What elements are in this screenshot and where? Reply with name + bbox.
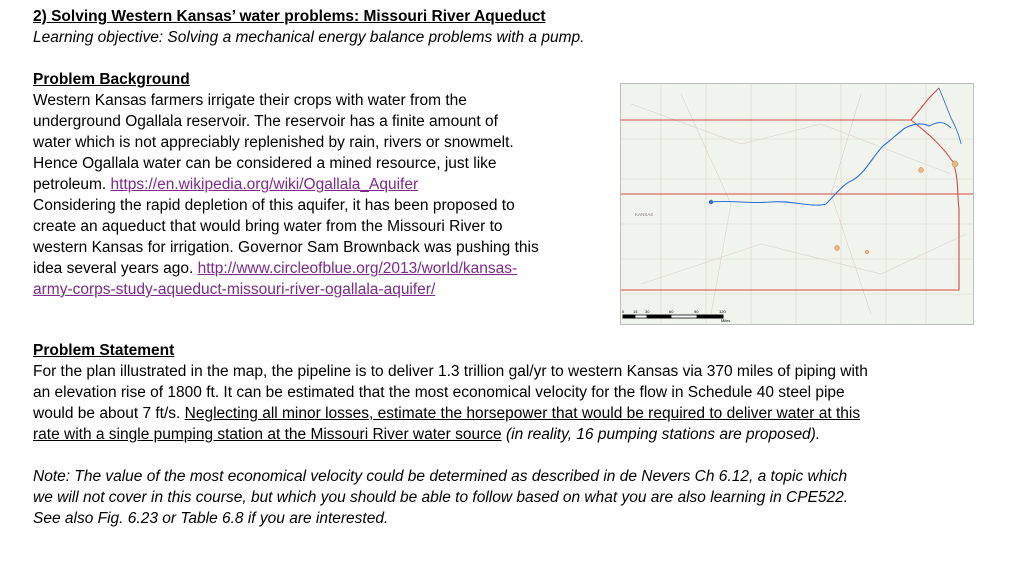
background-line: western Kansas for irrigation. Governor Sam Brownback was pushing this (33, 239, 539, 256)
wikipedia-link[interactable]: https://en.wikipedia.org/wiki/Ogallala_Aquifer (110, 176, 419, 193)
background-line: create an aqueduct that would bring water from the Missouri River to (33, 218, 503, 235)
scale-tick: 30 (645, 309, 650, 314)
background-line (33, 279, 435, 300)
background-line: Western Kansas farmers irrigate their crops with water from the (33, 92, 467, 109)
circleofblue-link-continued[interactable]: army-corps-study-aqueduct-missouri-river-ogallala-aquifer/ (33, 281, 436, 298)
background-line: underground Ogallala reservoir. The reservoir has a finite amount of (33, 113, 498, 130)
background-line: Hence Ogallala water can be considered a mined resource, just like (33, 155, 497, 172)
scale-tick: 120 (719, 309, 726, 314)
background-heading: Problem Background (33, 71, 190, 88)
statement-line: an elevation rise of 1800 ft. It can be estimated that the most economical velocity for the flow in Schedule 40 steel pipe (33, 384, 845, 401)
statement-line (33, 403, 860, 424)
statement-line: For the plan illustrated in the map, the pipeline is to deliver 1.3 trillion gal/yr to western Kansas via 370 miles of piping with (33, 363, 868, 380)
background-line (33, 258, 517, 279)
statement-task-text: rate with a single pumping station at the Missouri River water source (33, 426, 502, 443)
statement-text: would be about 7 ft/s. (33, 405, 185, 422)
kansas-aqueduct-map (620, 83, 974, 325)
state-label: KANSAS (635, 212, 654, 217)
background-line (33, 174, 418, 195)
statement-heading: Problem Statement (33, 342, 175, 359)
note-line: See also Fig. 6.23 or Table 6.8 if you are interested. (33, 510, 389, 527)
scale-tick: 15 (633, 309, 638, 314)
map-graphic (621, 84, 973, 324)
statement-task-text: Neglecting all minor losses, estimate the horsepower that would be required to deliver water at this (184, 405, 861, 422)
background-line: water which is not appreciably replenished by rain, rivers or snowmelt. (33, 134, 514, 151)
statement-aside: (in reality, 16 pumping stations are proposed). (501, 426, 821, 443)
background-text: idea several years ago. (33, 260, 198, 277)
scale-tick: 60 (669, 309, 674, 314)
background-line: Considering the rapid depletion of this aquifer, it has been proposed to (33, 197, 515, 214)
learning-objective: Learning objective: Solving a mechanical energy balance problems with a pump. (33, 29, 585, 46)
circleofblue-link[interactable]: http://www.circleofblue.org/2013/world/kansas- (197, 260, 518, 277)
scale-tick: 90 (694, 309, 699, 314)
background-text: petroleum. (33, 176, 111, 193)
note-line: Note: The value of the most economical velocity could be determined as described in de Nevers Ch 6.12, a topic which (33, 468, 848, 485)
scale-unit-label: Miles (721, 318, 731, 323)
statement-line (33, 424, 820, 445)
problem-title: 2) Solving Western Kansas’ water problems: Missouri River Aqueduct (33, 8, 546, 25)
note-line: we will not cover in this course, but which you should be able to follow based on what you are also learning in CPE522. (33, 489, 849, 506)
scale-tick: 0 (622, 309, 625, 314)
